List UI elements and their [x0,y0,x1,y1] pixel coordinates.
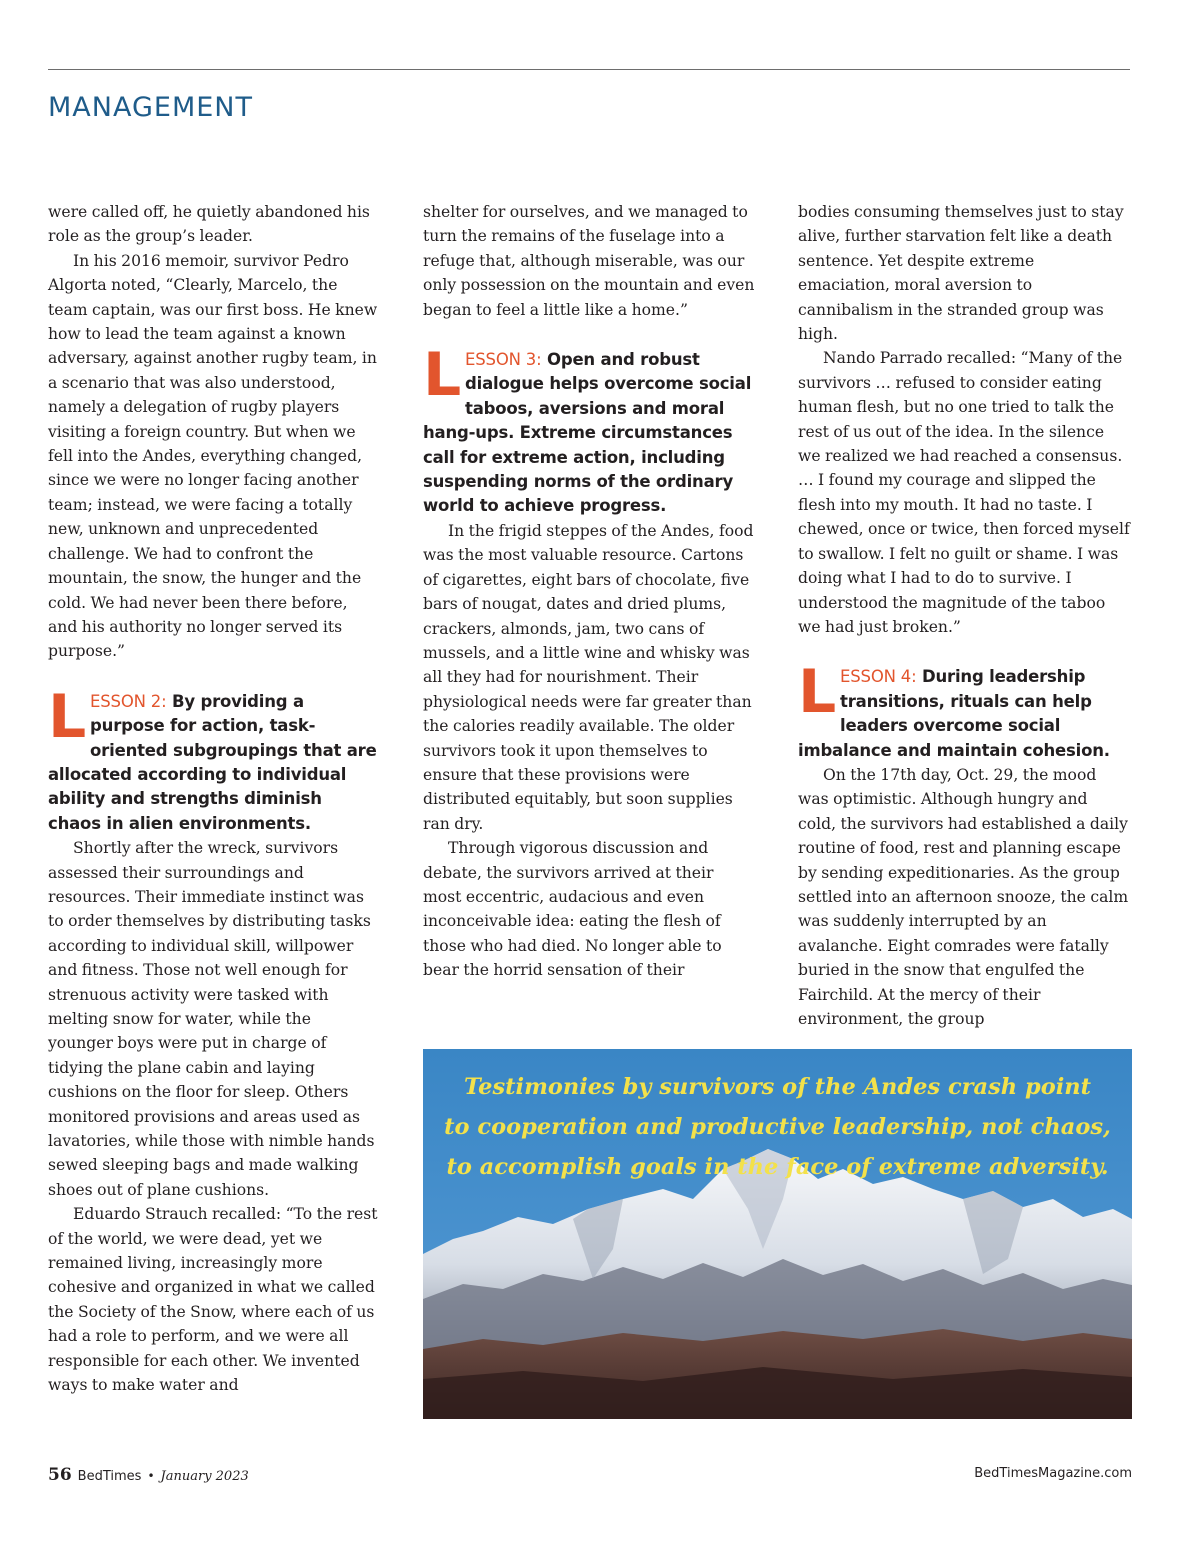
pull-quote-line: to cooperation and productive leadership, not chaos, [444,1114,1111,1140]
paragraph: In his 2016 memoir, survivor Pedro Algorta noted, “Clearly, Marcelo, the team captain, was our first boss. He knew how to lead the team against a known adversary, against another rugby team, in a scenario that was also understood, namely a delegation of rugby players visiting a foreign country. But when we fell into the Andes, everything changed, since we were no longer facing another team; instead, we were facing a totally new, unknown and unprecedented challenge. We had to confront the mountain, the snow, the hunger and the cold. We had never been there before, and his authority no longer served its purpose.” [48,251,378,661]
paragraph: bodies consuming themselves just to stay alive, further starvation felt like a death sentence. Yet despite extreme emaciation, moral aversion to cannibalism in the stranded group was high. [798,203,1124,344]
footer-left [48,1465,249,1485]
paragraph: Nando Parrado recalled: “Many of the survivors … refused to consider eating human flesh, but no one tried to talk the rest of us out of the idea. In the silence we realized we had reached a consensus. … I found my courage and slipped the flesh into my mouth. It had no taste. I chewed, once or twice, then forced myself to swallow. I felt no guilt or shame. I was doing what I had to do to survive. I understood the magnitude of the taboo we had just broken.” [798,349,1130,636]
drop-cap: L [798,657,837,728]
page-number: 56 [48,1465,72,1485]
lesson-text: By providing a purpose for action, task-oriented subgroupings that are allocated according to individual ability and strengths diminish chaos in alien environments. [48,691,377,833]
paragraph: Through vigorous discussion and debate, the survivors arrived at their most eccentric, audacious and even inconceivable idea: eating the flesh of those who had died. No longer able to bear the horrid sensation of their [423,839,722,980]
paragraph: In the frigid steppes of the Andes, food was the most valuable resource. Cartons of cigarettes, eight bars of chocolate, five bars of nougat, dates and dried plums, crackers, almonds, jam, two cans of mussels, and a little wine and whisky was all they had for nourishment. Their physiological needs were far greater than the calories readily available. The older survivors took it upon themselves to ensure that these provisions were distributed equitably, but soon supplies ran dry. [423,521,754,833]
lesson-label: ESSON 3: [465,350,542,370]
paragraph: On the 17th day, Oct. 29, the mood was optimistic. Although hungry and cold, the survivors had established a daily routine of food, rest and planning escape by sending expeditionaries. As the group settled into an afternoon snooze, the calm was suddenly interrupted by an avalanche. Eight comrades were fatally buried in the snow that engulfed the Fairchild. At the mercy of their environment, the group [798,765,1129,1028]
lesson-4-heading [798,657,1130,763]
issue-date: January 2023 [160,1469,249,1484]
lesson-2-heading [48,681,380,836]
column-2 [423,200,755,983]
lesson-text: Open and robust dialogue helps overcome social taboos, aversions and moral hang-ups. Extreme circumstances call for extreme action, including suspending norms of the ordinary world to achieve progress. [423,350,752,516]
column-3 [798,200,1130,1031]
drop-cap: L [423,340,462,411]
pull-quote-line: to accomplish goals in the face of extreme adversity. [446,1154,1109,1180]
paragraph: Shortly after the wreck, survivors assessed their surroundings and resources. Their immediate instinct was to order themselves by distributing tasks according to individual skill, willpower and fitness. Those not well enough for strenuous activity were tasked with melting snow for water, while the younger boys were put in charge of tidying the plane cabin and laying cushions on the floor for sleep. Others monitored provisions and areas used as lavatories, while those with nimble hands sewed sleeping bags and made walking shoes out of plane cushions. [48,839,375,1199]
lesson-text: During leadership transitions, rituals can help leaders overcome social imbalance and maintain cohesion. [798,667,1110,760]
lesson-label: ESSON 2: [90,691,167,711]
magazine-name: BedTimes [77,1469,142,1484]
paragraph: Eduardo Strauch recalled: “To the rest of the world, we were dead, yet we remained living, increasingly more cohesive and organized in what we called the Society of the Snow, where each of us had a role to perform, and we were all responsible for each other. We invented ways to make water and [48,1205,378,1395]
pull-quote [423,1067,1132,1187]
lesson-3-heading [423,340,755,519]
lesson-label: ESSON 4: [840,667,917,687]
section-title: MANAGEMENT [48,92,253,123]
column-1 [48,200,380,1398]
header-rule [48,69,1130,70]
drop-cap: L [48,681,87,752]
pull-quote-line: Testimonies by survivors of the Andes crash point [463,1074,1091,1100]
paragraph: shelter for ourselves, and we managed to turn the remains of the fuselage into a refuge that, although miserable, was our only possession on the mountain and even began to feel a little like a home.” [423,203,755,319]
paragraph: were called off, he quietly abandoned his role as the group’s leader. [48,203,370,246]
website-link[interactable]: BedTimesMagazine.com [974,1466,1132,1481]
mountain-photo [423,1049,1132,1419]
footer-bullet: • [147,1469,155,1483]
